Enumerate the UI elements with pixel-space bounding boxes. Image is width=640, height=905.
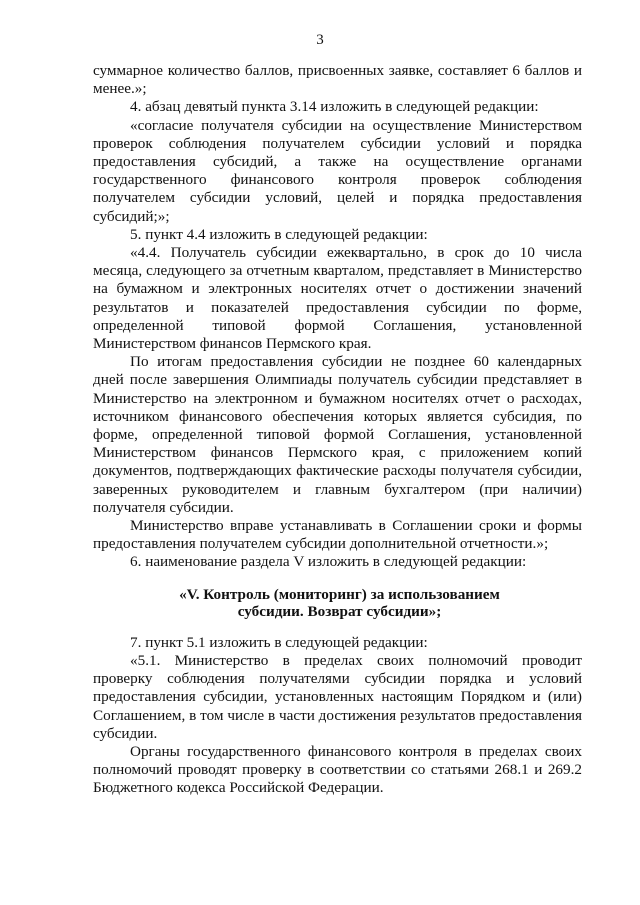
paragraph-item-5: 5. пункт 4.4 изложить в следующей редакции:	[130, 225, 428, 243]
paragraph-quote-5-1: «5.1. Министерство в пределах своих полномочий проводит проверку соблюдения получателями субсидии порядка и условий предоставления субсидии, установленных настоящим Порядком и (или) Соглашением, в том числе в части достижения результатов предоставления субсидии.	[93, 651, 582, 742]
paragraph-additional-reporting: Министерство вправе устанавливать в Соглашении сроки и формы предоставления получателем субсидии дополнительной отчетности.»;	[93, 517, 582, 553]
section-heading-line2: субсидии. Возврат субсидии»;	[237, 602, 442, 620]
paragraph-report-expenses: По итогам предоставления субсидии не позднее 60 календарных дней после завершения Олимпиады получатель субсидии представляет в Министерство на электронном и бумажном носителях отчет о расходах, источником финансового обеспечения которых является субсидия, по форме, определенной типовой формой Соглашения, установленной Министерством финансов Пермского края, с приложением копий документов, подтверждающих фактические расходы получателя субсидии, заверенных руководителем и главным бухгалтером (при наличии) получателя субсидии.	[93, 353, 582, 516]
paragraph-item-6: 6. наименование раздела V изложить в следующей редакции:	[130, 553, 527, 571]
paragraph-state-control: Органы государственного финансового контроля в пределах своих полномочий проводят проверку в соответствии со статьями 268.1 и 269.2 Бюджетного кодекса Российской Федерации.	[93, 742, 582, 797]
paragraph-quote-4-4: «4.4. Получатель субсидии ежеквартально, в срок до 10 числа месяца, следующего за отчетным кварталом, представляет в Министерство на бумажном и электронных носителях отчет о достижении значений результатов и показателей предоставления субсидии по форме, определенной типовой формой Соглашения, установленной Министерством финансов Пермского края.	[93, 244, 582, 353]
document-body	[93, 62, 582, 798]
paragraph-continuation: суммарное количество баллов, присвоенных заявке, составляет 6 баллов и менее.»;	[93, 62, 582, 98]
section-heading	[93, 586, 582, 620]
page-number: 3	[316, 32, 324, 48]
paragraph-item-7: 7. пункт 5.1 изложить в следующей редакции:	[130, 633, 428, 651]
paragraph-quote-consent: «согласие получателя субсидии на осуществление Министерством проверок соблюдения получателем субсидии условий и порядка предоставления субсидий, а также на осуществление органами государственного финансового контроля проверок соблюдения получателем субсидии условий, целей и порядка предоставления субсидий;»;	[93, 116, 582, 225]
paragraph-item-4: 4. абзац девятый пункта 3.14 изложить в следующей редакции:	[130, 98, 539, 116]
section-heading-line1: «V. Контроль (мониторинг) за использованием	[179, 585, 500, 603]
